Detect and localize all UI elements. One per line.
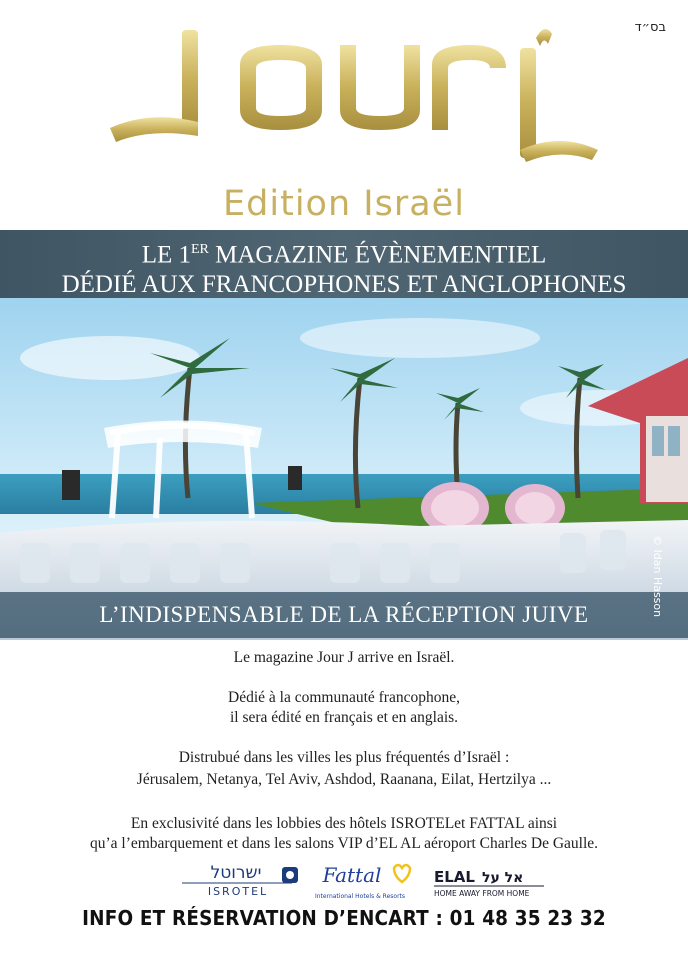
community-line-2: il sera édité en français et en anglais.	[229, 709, 459, 726]
elal-name: ELAL	[434, 868, 475, 886]
fattal-heart-icon	[394, 865, 410, 882]
beach-wedding-image	[0, 298, 688, 640]
fattal-subtitle: International Hotels & Resorts	[314, 893, 406, 900]
jour-j-logo	[0, 10, 688, 180]
bsd-mark: בס״ד	[634, 20, 666, 35]
isrotel-name: ISROTEL	[207, 885, 269, 898]
banner-line-2: DÉDIÉ AUX FRANCOPHONES ET ANGLOPHONES	[61, 271, 627, 299]
info-reservation: INFO ET RÉSERVATION D’ENCART : 01 48 35 23 32	[82, 906, 606, 930]
top-banner	[0, 230, 688, 298]
elal-logo	[434, 868, 544, 898]
partner-logos	[0, 862, 688, 904]
exclusivity-line-1: En exclusivité dans les lobbies des hôtels ISROTELet FATTAL ainsi	[130, 815, 558, 832]
isrotel-hebrew: ישרוטל	[210, 863, 262, 883]
wedding-photo	[0, 298, 688, 640]
photo-caption: L’INDISPENSABLE DE LA RÉCEPTION JUIVE	[0, 592, 688, 638]
photo-credit	[648, 535, 668, 635]
community-line-1: Dédié à la communauté francophone,	[228, 689, 460, 706]
edition-title: Edition Israël	[223, 184, 465, 224]
intro-paragraph: Le magazine Jour J arrive en Israël.	[233, 649, 455, 666]
elal-tagline: HOME AWAY FROM HOME	[434, 889, 530, 898]
elal-hebrew: אל על	[482, 870, 524, 886]
photo-credit-text: © Idan Hasson	[651, 535, 664, 618]
isrotel-logo	[182, 863, 298, 898]
exclusivity-line-2: qu’a l’embarquement et dans les salons VIP d’EL AL aéroport Charles De Gaulle.	[89, 835, 599, 852]
fattal-name: Fattal	[322, 863, 382, 887]
distribution-line-1: Distrubué dans les villes les plus fréquentés d’Israël :	[178, 749, 510, 766]
fattal-logo	[315, 863, 410, 900]
banner-line-1: LE 1ER MAGAZINE ÉVÈNEMENTIEL	[141, 241, 547, 269]
distribution-line-2: Jérusalem, Netanya, Tel Aviv, Ashdod, Raanana, Eilat, Hertzilya ...	[136, 771, 552, 788]
